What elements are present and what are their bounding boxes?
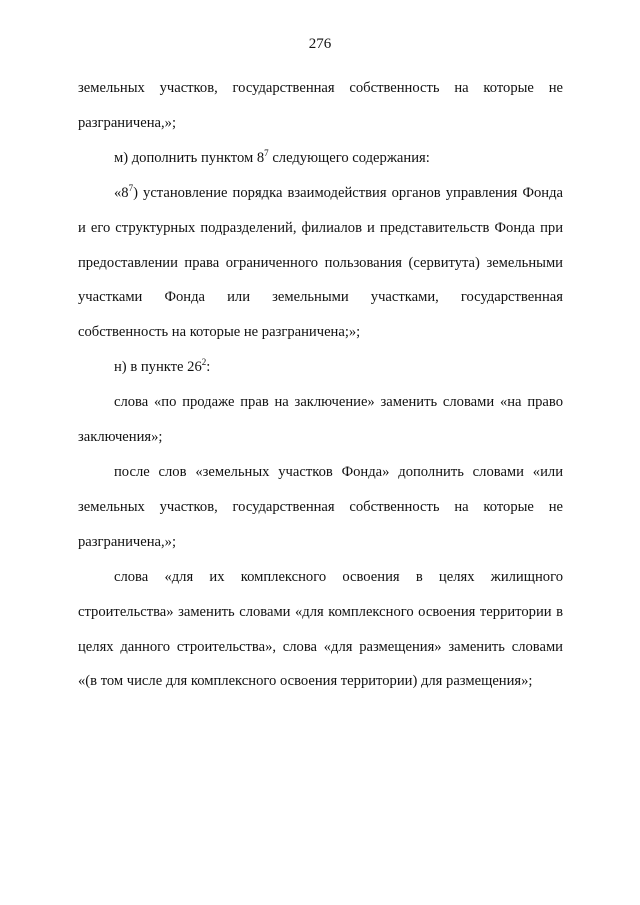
paragraph-item-8-7-text-b: ) установление порядка взаимодействия органов управления Фонда и его структурных подразделений, филиалов и представительств Фонда при предоставлении права ограниченного пользования (сервитута) земельными участками Фонда или земельными участками, государственная собственность на которые не разграничена;»;	[78, 184, 563, 341]
paragraph-item-8-7-superscript: 7	[128, 182, 134, 193]
paragraph-replace-words-1: слова «по продаже прав на заключение» заменить словами «на право заключения»;	[78, 394, 563, 446]
paragraph-item-8-7-text-a: «8	[114, 184, 129, 201]
paragraph-item-m	[78, 141, 563, 176]
document-body	[78, 71, 563, 699]
paragraph-replace-words-2: слова «для их комплексного освоения в целях жилищного строительства» заменить словами «для комплексного освоения территории в целях данного строительства», слова «для размещения» заменить словами «(в том числе для комплексного освоения территории) для размещения»;	[78, 568, 563, 690]
paragraph-add-words: после слов «земельных участков Фонда» дополнить словами «или земельных участков, государственная собственность на которые не разграничена,»;	[78, 463, 563, 550]
paragraph-item-8-7	[78, 176, 563, 351]
paragraph-item-m-superscript: 7	[264, 147, 269, 158]
paragraph-item-m-text-b: следующего содержания:	[268, 149, 430, 166]
paragraph-item-m-text-a: м) дополнить пунктом 8	[114, 149, 265, 166]
paragraph-item-n	[78, 350, 563, 385]
paragraph-item-n-text-a: н) в пункте 26	[114, 359, 202, 376]
page-number: 276	[308, 36, 332, 52]
paragraph-item-n-superscript: 2	[201, 357, 207, 368]
paragraph-item-n-text-b: :	[206, 359, 211, 376]
paragraph-continuation: земельных участков, государственная собственность на которые не разграничена,»;	[78, 80, 563, 131]
